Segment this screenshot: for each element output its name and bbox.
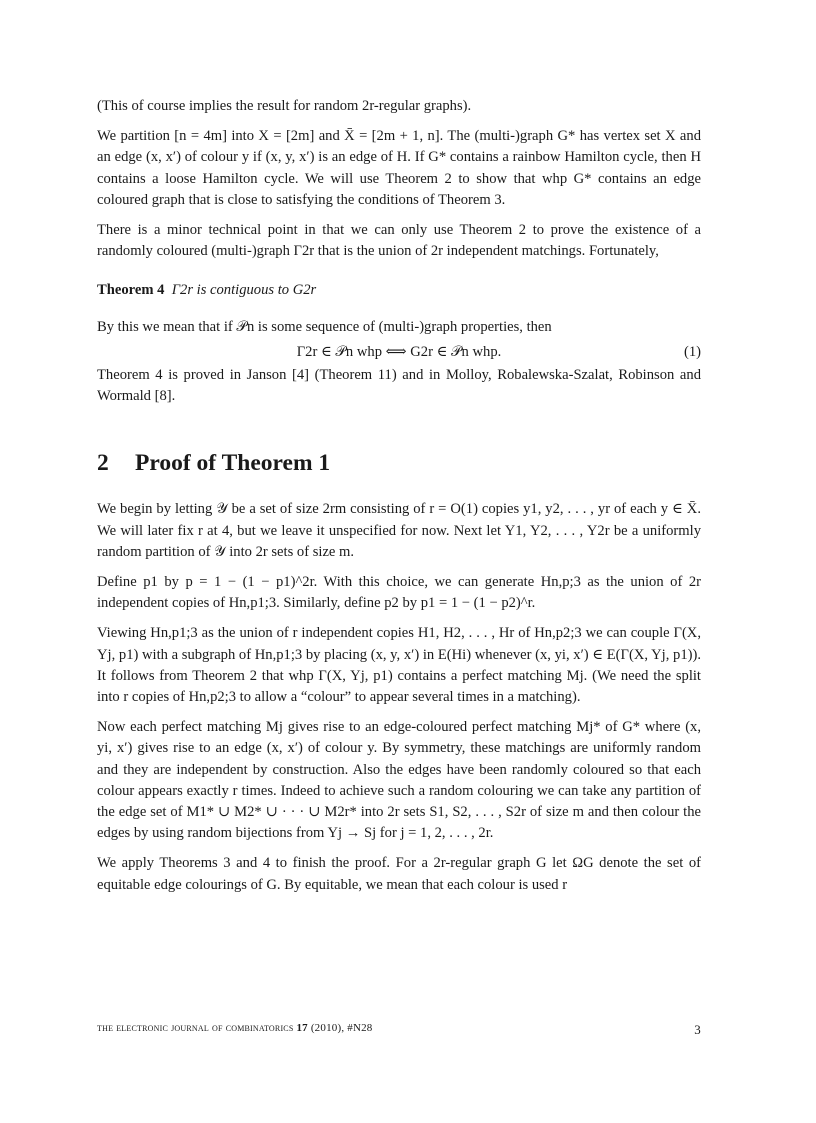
footer-page-number: 3 bbox=[694, 1022, 701, 1037]
theorem-4-statement: Γ2r is contiguous to G2r bbox=[171, 282, 317, 299]
paragraph-begin-text: We begin by letting 𝒴 be a set of size 2rm consisting of r = O(1) copies y1, y2, . . . , yr of each y ∈ X̄. We will later fix r at 4, but we leave it unspecified for now. Next let Y1, Y2, . . . , Y2r be a uniformly random partition of 𝒴 into 2r sets of size m. bbox=[97, 501, 701, 560]
section-title: Proof of Theorem 1 bbox=[135, 450, 331, 477]
paragraph-now bbox=[97, 717, 701, 844]
paragraph-viewing bbox=[97, 623, 701, 708]
paragraph-define bbox=[97, 572, 701, 614]
footer-volume: 17 bbox=[296, 1022, 308, 1034]
paragraph-apply-text: We apply Theorems 3 and 4 to finish the proof. For a 2r-regular graph G let ΩG denote the set of equitable edge colourings of G. By equitable, we mean that each colour is used r bbox=[97, 855, 701, 893]
paragraph-apply bbox=[97, 853, 701, 895]
equation-1-number: (1) bbox=[683, 343, 701, 360]
paragraph-partition bbox=[97, 126, 701, 211]
paragraph-begin bbox=[97, 499, 701, 563]
paragraph-intro-text: (This of course implies the result for random 2r-regular graphs). bbox=[97, 98, 472, 114]
paragraph-partition-text: We partition [n = 4m] into X = [2m] and X̄ = [2m + 1, n]. The (multi-)graph G* has vertex set X and an edge (x, x′) of colour y if (x, y, x′) is an edge of H. If G* contains a rainbow Hamilton cycle, then H contains a loose Hamilton cycle. We will use Theorem 2 to show that whp G* contains an edge coloured graph that is close to satisfying the conditions of Theorem 3. bbox=[97, 128, 701, 208]
equation-1 bbox=[97, 342, 701, 363]
paragraph-intro bbox=[97, 96, 701, 117]
equation-1-body: Γ2r ∈ 𝒫n whp ⟺ G2r ∈ 𝒫n whp. bbox=[296, 343, 502, 360]
paragraph-technical bbox=[97, 220, 701, 262]
footer-issue: (2010), #N28 bbox=[310, 1022, 373, 1034]
theorem-4 bbox=[97, 280, 701, 301]
paragraph-proved bbox=[97, 365, 701, 407]
page-body bbox=[97, 96, 701, 905]
page-footer bbox=[97, 1022, 701, 1037]
paragraph-technical-text: There is a minor technical point in that we can only use Theorem 2 to prove the existence of a randomly coloured (multi-)graph Γ2r that is the union of 2r independent matchings. Fortunately, bbox=[97, 222, 701, 260]
section-heading bbox=[97, 449, 701, 477]
paragraph-proved-text: Theorem 4 is proved in Janson [4] (Theorem 11) and in Molloy, Robalewska-Szalat, Robinson and Wormald [8]. bbox=[97, 367, 701, 405]
section-number: 2 bbox=[97, 450, 109, 477]
theorem-4-label: Theorem 4 bbox=[97, 282, 165, 299]
paragraph-define-text: Define p1 by p = 1 − (1 − p1)^2r. With this choice, we can generate Hn,p;3 as the union of 2r independent copies of Hn,p1;3. Similarly, define p2 by p1 = 1 − (1 − p2)^r. bbox=[97, 574, 701, 612]
paragraph-meaning-text: By this we mean that if 𝒫n is some sequence of (multi-)graph properties, then bbox=[97, 318, 552, 335]
paragraph-now-text: Now each perfect matching Mj gives rise to an edge-coloured perfect matching Mj* of G* where (x, yi, x′) gives rise to an edge (x, x′) of colour y. By symmetry, these matchings are uniformly random and they are independent by construction. Also the edges have been randomly coloured so that each colour appears exactly r times. Indeed to achieve such a random colouring we can take any partition of the edge set of M1* ∪ M2* ∪ · · · ∪ M2r* into 2r sets S1, S2, . . . , S2r of size m and then colour the edges by using random bijections from Yj → Sj for j = 1, 2, . . . , 2r. bbox=[97, 719, 701, 842]
paragraph-viewing-text: Viewing Hn,p1;3 as the union of r independent copies H1, H2, . . . , Hr of Hn,p2;3 we can couple Γ(X, Yj, p1) with a subgraph of Hn,p1;3 by placing (x, y, x′) in E(Hi) whenever (x, yi, x′) ∈ E(Γ(X, Yj, p1)). It follows from Theorem 2 that whp Γ(X, Yj, p1) contains a perfect matching Mj. (We need the split into r copies of Hn,p2;3 to allow a “colour” to appear several times in a matching). bbox=[97, 625, 701, 706]
paragraph-meaning bbox=[97, 317, 701, 338]
footer-journal: the electronic journal of combinatorics bbox=[97, 1022, 294, 1034]
